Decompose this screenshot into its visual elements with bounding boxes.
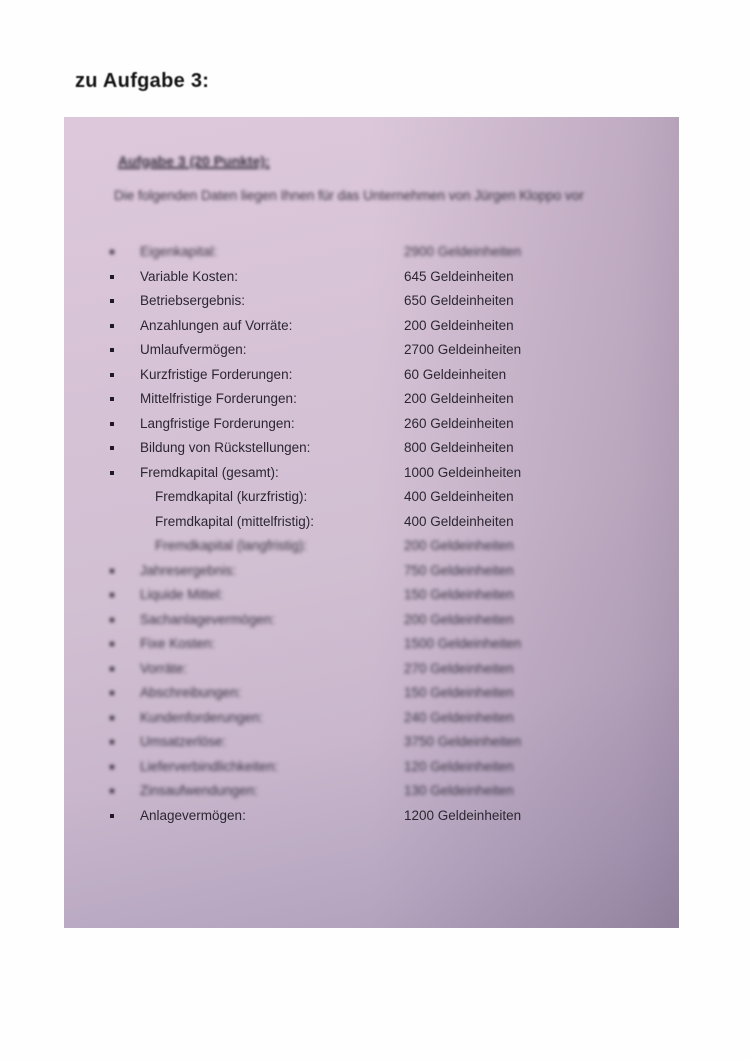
list-item [64,390,679,415]
item-label: Lieferverbindlichkeiten: [140,758,279,774]
list-item [64,611,679,636]
item-value: 60 Geldeinheiten [404,366,507,382]
list-item [64,709,679,734]
item-value: 1500 Geldeinheiten [404,636,522,651]
bullet-icon [110,422,114,426]
list-item [64,366,679,391]
item-label: Sachanlagevermögen: [140,611,276,627]
item-label: Fremdkapital (langfristig): [155,538,308,553]
item-value: 200 Geldeinheiten [404,317,514,333]
item-value: 400 Geldeinheiten [404,513,514,529]
item-value: 750 Geldeinheiten [404,562,514,578]
list-item [64,782,679,807]
item-value: 260 Geldeinheiten [404,415,514,431]
list-item [64,415,679,440]
document-title: Aufgabe 3 (20 Punkte): [118,153,270,169]
item-label: Fremdkapital (mittelfristig): [155,513,315,529]
item-label: Liquide Mittel: [140,587,224,602]
item-value: 200 Geldeinheiten [404,611,514,627]
list-item [64,758,679,783]
bullet-icon [110,471,114,475]
item-value: 150 Geldeinheiten [404,587,514,602]
item-label: Vorräte: [140,660,188,676]
bullet-icon [110,373,114,377]
bullet-icon [110,593,114,597]
bullet-icon [110,299,114,303]
item-label: Umsatzerlöse: [140,734,227,749]
item-value: 150 Geldeinheiten [404,685,514,700]
item-label: Fremdkapital (gesamt): [140,464,279,480]
list-item [64,317,679,342]
list-item [64,684,679,709]
item-label: Abschreibungen: [140,685,242,700]
bullet-icon [110,765,114,769]
document-intro: Die folgenden Daten liegen Ihnen für das Unternehmen von Jürgen Kloppo vor [114,188,584,203]
list-item [64,268,679,293]
item-label: Zinsaufwendungen: [140,783,258,798]
bullet-icon [110,250,114,254]
bullet-icon [110,397,114,401]
item-label: Eigenkapital: [140,244,218,259]
list-item [64,439,679,464]
bullet-icon [110,716,114,720]
item-label: Kurzfristige Forderungen: [140,366,293,382]
item-label: Anlagevermögen: [140,807,246,823]
data-list [64,243,679,831]
item-label: Betriebsergebnis: [140,293,246,308]
bullet-icon [110,348,114,352]
photographed-document [64,117,679,928]
item-value: 130 Geldeinheiten [404,783,514,798]
item-value: 400 Geldeinheiten [404,489,514,504]
list-item [64,660,679,685]
list-item [64,635,679,660]
bullet-icon [110,642,114,646]
bullet-icon [110,814,114,818]
item-value: 1200 Geldeinheiten [404,807,522,823]
bullet-icon [110,275,114,279]
list-item [64,562,679,587]
bullet-icon [110,569,114,573]
item-label: Anzahlungen auf Vorräte: [140,317,293,333]
list-item [64,586,679,611]
bullet-icon [110,667,114,671]
bullet-icon [110,324,114,328]
item-value: 800 Geldeinheiten [404,440,514,455]
list-item [64,733,679,758]
bullet-icon [110,446,114,450]
item-label: Bildung von Rückstellungen: [140,440,311,455]
item-label: Jahresergebnis: [140,562,237,578]
item-label: Mittelfristige Forderungen: [140,391,297,406]
bullet-icon [110,740,114,744]
item-value: 270 Geldeinheiten [404,660,514,676]
item-value: 200 Geldeinheiten [404,391,514,406]
item-label: Langfristige Forderungen: [140,415,295,431]
item-label: Variable Kosten: [140,268,239,284]
item-label: Umlaufvermögen: [140,342,247,357]
bullet-icon [110,691,114,695]
list-item [64,537,679,562]
list-item [64,341,679,366]
list-item [64,464,679,489]
list-item [64,243,679,268]
item-value: 650 Geldeinheiten [404,293,514,308]
list-item [64,807,679,832]
list-item [64,292,679,317]
item-value: 1000 Geldeinheiten [404,464,522,480]
bullet-icon [110,789,114,793]
item-value: 200 Geldeinheiten [404,538,514,553]
item-label: Fremdkapital (kurzfristig): [155,489,308,504]
item-label: Kundenforderungen: [140,709,264,725]
item-label: Fixe Kosten: [140,636,216,651]
list-item [64,513,679,538]
list-item [64,488,679,513]
item-value: 2700 Geldeinheiten [404,342,522,357]
bullet-icon [110,618,114,622]
item-value: 2900 Geldeinheiten [404,244,522,259]
item-value: 240 Geldeinheiten [404,709,514,725]
item-value: 120 Geldeinheiten [404,758,514,774]
item-value: 645 Geldeinheiten [404,268,514,284]
page-title: zu Aufgabe 3: [75,70,210,92]
item-value: 3750 Geldeinheiten [404,734,522,749]
